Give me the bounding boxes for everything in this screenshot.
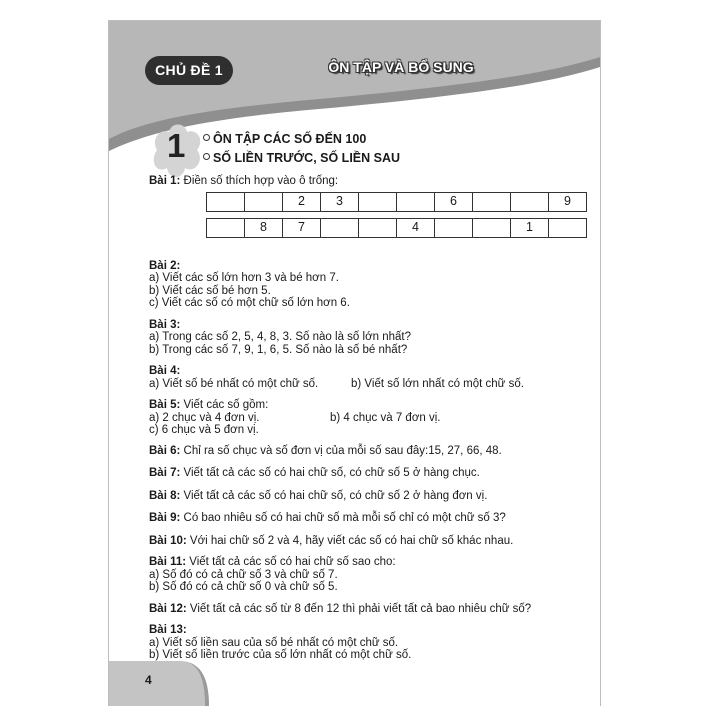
grid-cell[interactable] — [549, 218, 587, 237]
lesson-subheads — [203, 130, 400, 168]
exercise-12: Bài 12: Viết tất cả các số từ 8 đến 12 thì phải viết tất cả bao nhiêu chữ số? — [149, 602, 532, 615]
number-grid-wrap — [149, 188, 589, 240]
grid-cell[interactable] — [397, 192, 435, 211]
grid-cell[interactable] — [321, 218, 359, 237]
grid-cell[interactable]: 2 — [283, 192, 321, 211]
grid-cell[interactable] — [435, 218, 473, 237]
number-grid-row-2 — [206, 218, 587, 238]
bullet-icon — [203, 153, 210, 160]
grid-cell[interactable]: 9 — [549, 192, 587, 211]
grid-cell[interactable]: 7 — [283, 218, 321, 237]
exercise-13: Bài 13: a) Viết số liền sau của số bé nhất có một chữ số. b) Viết số liền trước của số lớn nhất có một chữ số. — [149, 624, 412, 661]
grid-cell[interactable]: 4 — [397, 218, 435, 237]
lesson-subhead-2: SỐ LIỀN TRƯỚC, SỐ LIỀN SAU — [203, 149, 400, 168]
grid-cell[interactable] — [207, 218, 245, 237]
grid-cell[interactable] — [359, 218, 397, 237]
number-grid-row-1 — [206, 192, 587, 212]
page-number: 4 — [145, 673, 152, 687]
grid-cell[interactable]: 8 — [245, 218, 283, 237]
exercise-8: Bài 8: Viết tất cả các số có hai chữ số, có chữ số 2 ở hàng đơn vị. — [149, 489, 488, 502]
bullet-icon — [203, 134, 210, 141]
exercise-6: Bài 6: Chỉ ra số chục và số đơn vị của mỗi số sau đây:15, 27, 66, 48. — [149, 444, 502, 457]
exercise-7: Bài 7: Viết tất cả các số có hai chữ số, có chữ số 5 ở hàng chục. — [149, 467, 480, 479]
exercise-11: Bài 11: Viết tất cả các số có hai chữ số sao cho: a) Số đó có cả chữ số 3 và chữ số 7. b) Số đó có cả chữ số 0 và chữ số 5. — [149, 556, 396, 593]
book-page — [108, 20, 601, 706]
grid-cell[interactable] — [511, 192, 549, 211]
exercise-3: Bài 3: a) Trong các số 2, 5, 4, 8, 3. Số nào là số lớn nhất? b) Trong các số 7, 9, 1, 6, 5. Số nào là số bé nhất? — [149, 318, 411, 356]
exercise-list — [149, 175, 589, 662]
lesson-subhead-1: ÔN TẬP CÁC SỐ ĐẾN 100 — [203, 130, 400, 149]
exercise-9: Bài 9: Có bao nhiêu số có hai chữ số mà mỗi số chỉ có một chữ số 3? — [149, 512, 506, 524]
grid-cell[interactable] — [245, 192, 283, 211]
grid-cell[interactable] — [473, 192, 511, 211]
topic-chip: CHỦ ĐỀ 1 — [145, 56, 233, 85]
grid-cell[interactable]: 1 — [511, 218, 549, 237]
grid-cell[interactable] — [359, 192, 397, 211]
footer-wave — [109, 661, 600, 706]
chapter-title: ÔN TẬP VÀ BỔ SUNG — [328, 59, 474, 75]
grid-cell[interactable]: 6 — [435, 192, 473, 211]
grid-cell[interactable]: 3 — [321, 192, 359, 211]
exercise-1: Bài 1: Điền số thích hợp vào ô trống: — [149, 175, 339, 187]
exercise-2: Bài 2: a) Viết các số lớn hơn 3 và bé hơn 7. b) Viết các số bé hơn 5. c) Viết các số có một chữ số lớn hơn 6. — [149, 259, 350, 309]
lesson-number: 1 — [167, 127, 186, 164]
grid-cell[interactable] — [207, 192, 245, 211]
exercise-4: Bài 4: a) Viết số bé nhất có một chữ số. b) Viết số lớn nhất có một chữ số. — [149, 365, 524, 390]
exercise-10: Bài 10: Với hai chữ số 2 và 4, hãy viết các số có hai chữ số khác nhau. — [149, 534, 514, 547]
exercise-5: Bài 5: Viết các số gồm: a) 2 chục và 4 đơn vị. b) 4 chục và 7 đơn vị. c) 6 chục và 5 đơn vị. — [149, 399, 441, 436]
grid-cell[interactable] — [473, 218, 511, 237]
